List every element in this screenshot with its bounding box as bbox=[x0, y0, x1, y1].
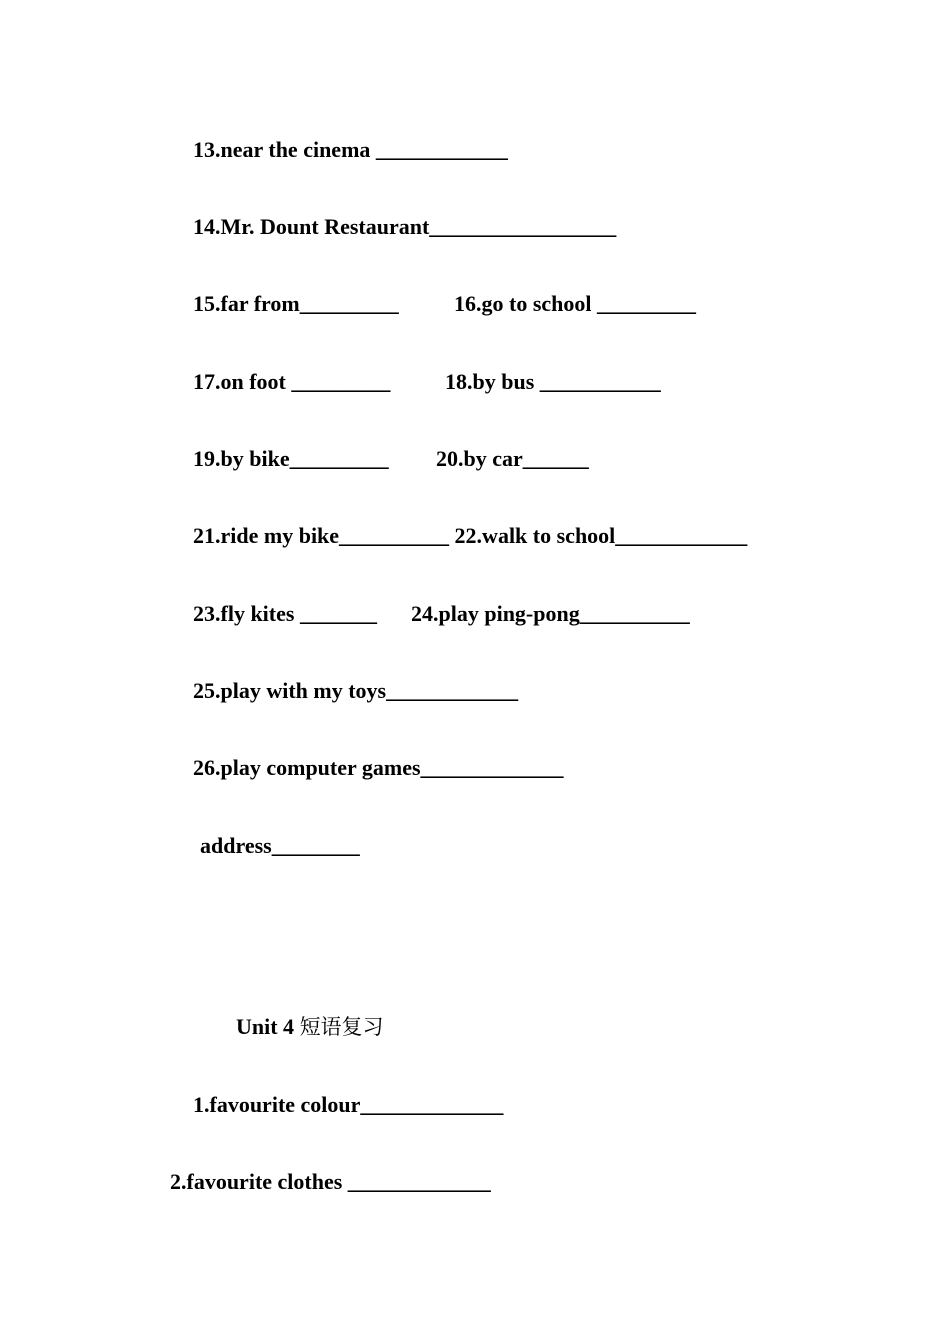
phrase-15: 15.far from_________ bbox=[193, 291, 399, 316]
unit4-item-1: 1.favourite colour_____________ bbox=[193, 1092, 504, 1117]
phrase-address: address________ bbox=[200, 833, 360, 858]
phrase-16: 16.go to school _________ bbox=[454, 291, 696, 316]
phrase-24: 24.play ping-pong__________ bbox=[411, 601, 690, 626]
unit4-item-2: 2.favourite clothes _____________ bbox=[170, 1169, 491, 1194]
unit4-heading bbox=[236, 1014, 384, 1040]
phrase-13: 13.near the cinema ____________ bbox=[193, 137, 508, 162]
phrase-21-22: 21.ride my bike__________ 22.walk to school____________ bbox=[193, 523, 748, 548]
phrase-23: 23.fly kites _______ bbox=[193, 601, 377, 626]
phrase-18: 18.by bus ___________ bbox=[445, 369, 661, 394]
phrase-26: 26.play computer games_____________ bbox=[193, 755, 564, 780]
phrase-20: 20.by car______ bbox=[436, 446, 589, 471]
unit4-heading-en: Unit 4 bbox=[236, 1014, 300, 1039]
phrase-14: 14.Mr. Dount Restaurant_________________ bbox=[193, 214, 617, 239]
phrase-19: 19.by bike_________ bbox=[193, 446, 389, 471]
phrase-17: 17.on foot _________ bbox=[193, 369, 391, 394]
phrase-25: 25.play with my toys____________ bbox=[193, 678, 519, 703]
unit4-heading-cn: 短语复习 bbox=[299, 1015, 384, 1039]
